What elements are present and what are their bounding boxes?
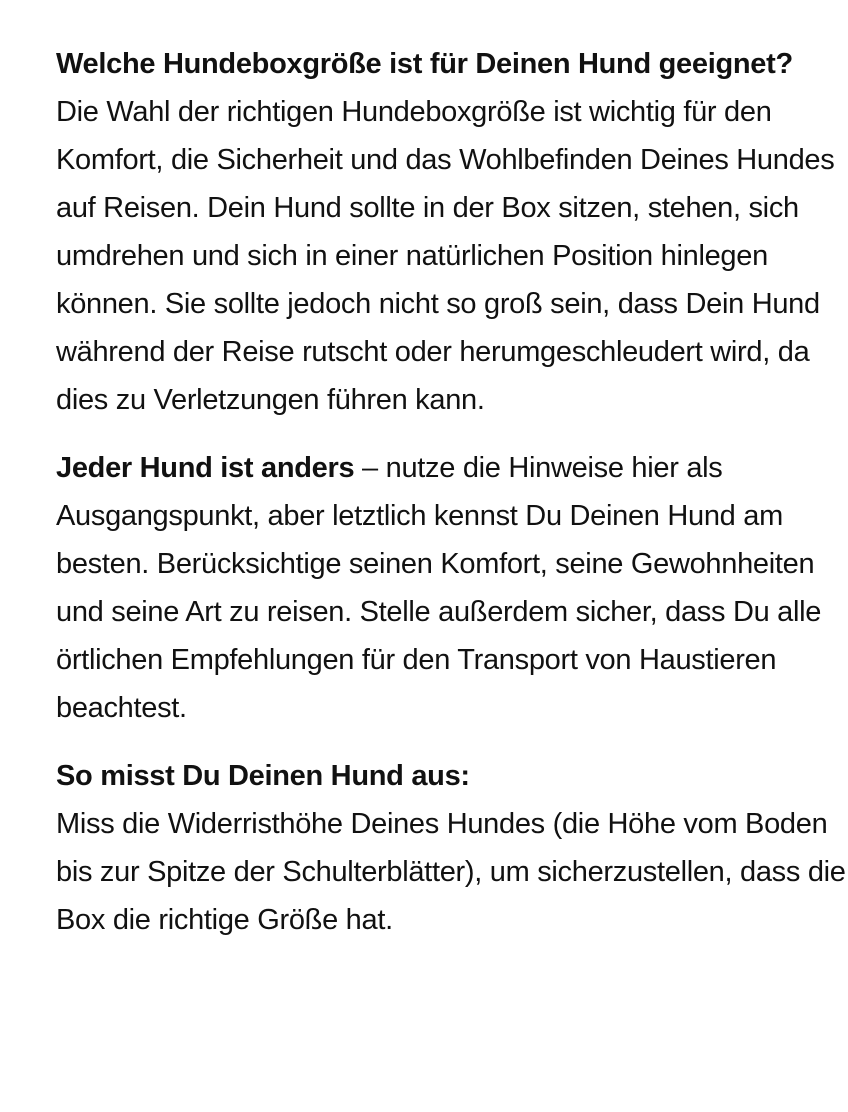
- section-body-measure: Miss die Widerristhöhe Deines Hundes (die Höhe vom Boden bis zur Spitze der Schulterblätter), um sicherzustellen, dass die Box die richtige Größe hat.: [56, 808, 846, 936]
- article-content: [56, 40, 846, 944]
- section-measure: [56, 752, 846, 944]
- section-heading-box-size: Welche Hundeboxgröße ist für Deinen Hund geeignet?: [56, 48, 793, 80]
- section-heading-measure: So misst Du Deinen Hund aus:: [56, 760, 470, 792]
- section-box-size: [56, 40, 846, 424]
- section-every-dog: [56, 444, 846, 732]
- paragraph-spacer: [56, 732, 846, 752]
- section-lead-every-dog: Jeder Hund ist anders: [56, 452, 355, 484]
- section-body-every-dog: – nutze die Hinweise hier als Ausgangspunkt, aber letztlich kennst Du Deinen Hund am besten. Berücksichtige seinen Komfort, seine Gewohnheiten und seine Art zu reisen. Stelle außerdem sicher, dass Du alle örtlichen Empfehlungen für den Transport von Haustieren beachtest.: [56, 452, 822, 724]
- paragraph-spacer: [56, 424, 846, 444]
- section-body-box-size: Die Wahl der richtigen Hundeboxgröße ist wichtig für den Komfort, die Sicherheit und das Wohlbefinden Deines Hundes auf Reisen. Dein Hund sollte in der Box sitzen, stehen, sich umdrehen und sich in einer natürlichen Position hinlegen können. Sie sollte jedoch nicht so groß sein, dass Dein Hund während der Reise rutscht oder herumgeschleudert wird, da dies zu Verletzungen führen kann.: [56, 96, 835, 416]
